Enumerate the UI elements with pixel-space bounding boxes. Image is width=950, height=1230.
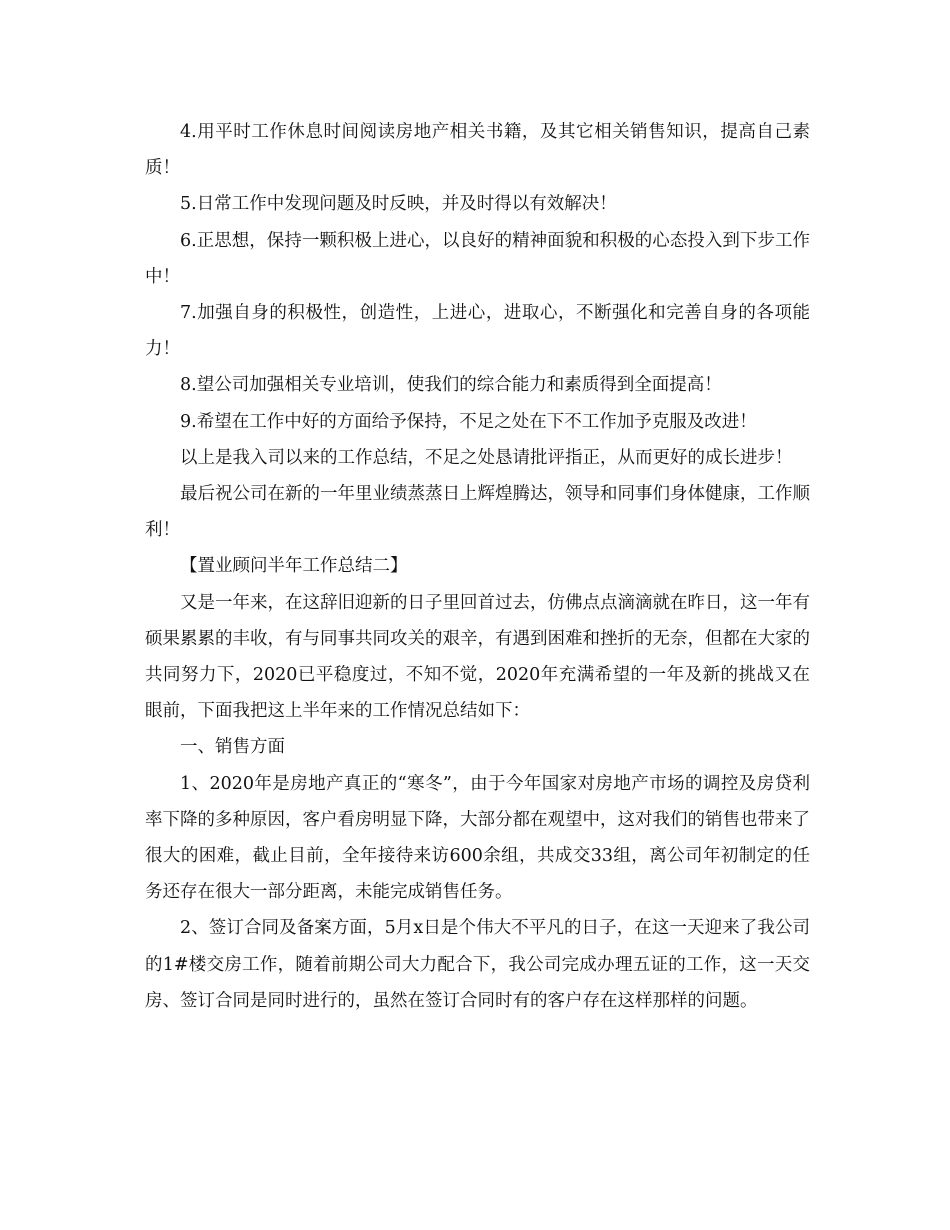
- paragraph-intro: 又是一年来，在这辞旧迎新的日子里回首过去，仿佛点点滴滴就在昨日，这一年有硕果累累的丰收，有与同事共同攻关的艰辛，有遇到困难和挫折的无奈，但都在大家的共同努力下，2020已平稳度过，不知不觉，2020年充满希望的一年及新的挑战又在眼前，下面我把这上半年来的工作情况总结如下：: [145, 592, 810, 722]
- paragraph-item-7: 7.加强自身的积极性，创造性，上进心，进取心，不断强化和完善自身的各项能力！: [145, 303, 810, 360]
- section-heading: 【置业顾问半年工作总结二】: [180, 556, 408, 577]
- subsection-heading-sales: 一、销售方面: [180, 737, 285, 758]
- paragraph-item-4: 4.用平时工作休息时间阅读房地产相关书籍，及其它相关销售知识，提高自己素质！: [145, 122, 810, 179]
- paragraph-closing-wish: 最后祝公司在新的一年里业绩蒸蒸日上辉煌腾达，领导和同事们身体健康，工作顺利！: [145, 484, 810, 541]
- paragraph-summary: 以上是我入司以来的工作总结，不足之处恳请批评指正，从而更好的成长进步！: [180, 447, 793, 468]
- paragraph-sales-1: 1、2020年是房地产真正的“寒冬”，由于今年国家对房地产市场的调控及房贷利率下降的多种原因，客户看房明显下降，大部分都在观望中，这对我们的销售也带来了很大的困难，截止目前，全年接待来访600余组，共成交33组，离公司年初制定的任务还存在很大一部分距离，未能完成销售任务。: [145, 773, 810, 903]
- paragraph-item-6: 6.正思想，保持一颗积极上进心，以良好的精神面貌和积极的心态投入到下步工作中！: [145, 230, 810, 287]
- paragraph-item-8: 8.望公司加强相关专业培训，使我们的综合能力和素质得到全面提高！: [180, 375, 722, 396]
- document-body: [145, 114, 810, 1019]
- paragraph-item-9: 9.希望在工作中好的方面给予保持，不足之处在下不工作加予克服及改进！: [180, 411, 757, 432]
- paragraph-item-5: 5.日常工作中发现问题及时反映，并及时得以有效解决！: [180, 194, 617, 215]
- paragraph-sales-2: 2、签订合同及备案方面，5月x日是个伟大不平凡的日子，在这一天迎来了我公司的1#楼交房工作，随着前期公司大力配合下，我公司完成办理五证的工作，这一天交房、签订合同是同时进行的，虽然在签订合同时有的客户存在这样那样的问题。: [145, 918, 810, 1011]
